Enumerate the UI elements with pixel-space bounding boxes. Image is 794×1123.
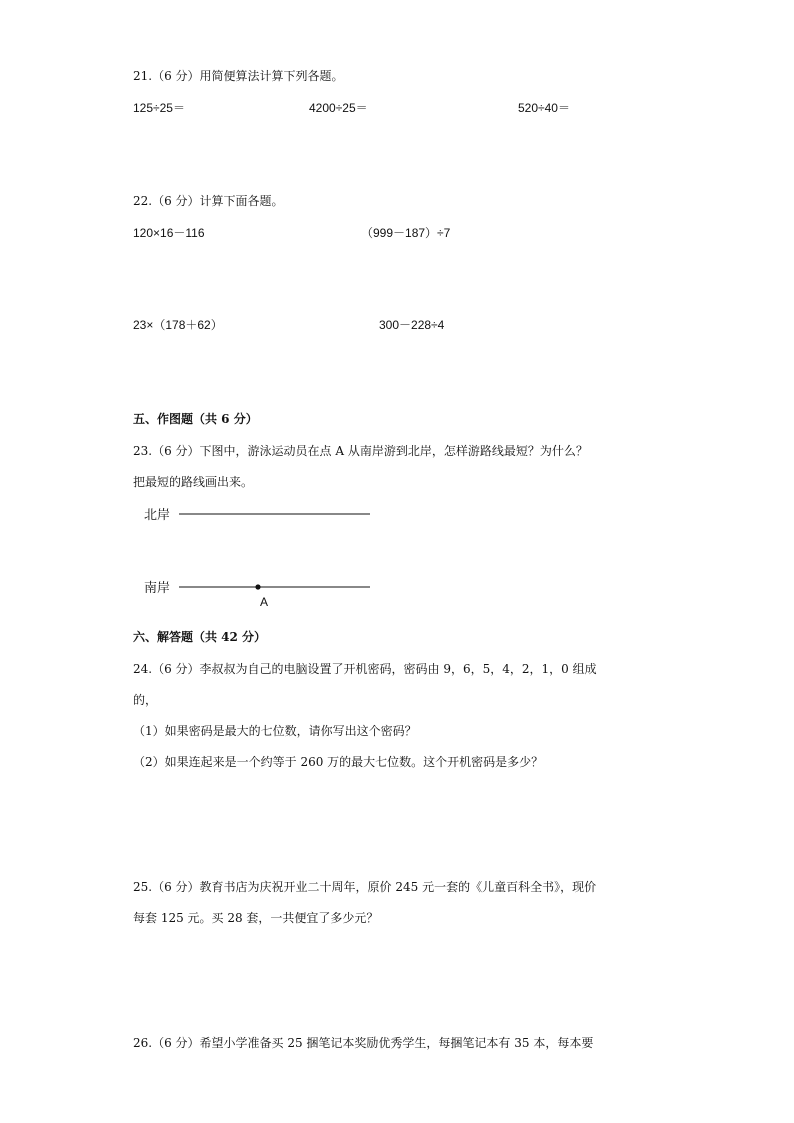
- q24-text-line-2: 的，: [133, 693, 158, 707]
- q23-text-line-1: 23.（6 分）下图中，游泳运动员在点 A 从南岸游到北岸，怎样游路线最短？为什么？: [133, 444, 588, 458]
- q21-title: 21.（6 分）用简便算法计算下列各题。: [133, 69, 344, 83]
- q22-expression-4: 300－228÷4: [379, 318, 445, 332]
- point-a-label: A: [260, 595, 269, 609]
- q24-sub-question-2: （2）如果连起来是一个约等于 260 万的最大七位数。这个开机密码是多少？: [133, 755, 544, 769]
- q24-sub-question-1: （1）如果密码是最大的七位数，请你写出这个密码？: [133, 724, 417, 738]
- q22-expression-2: （999－187）÷7: [361, 226, 451, 240]
- q22-expression-3: 23×（178＋62）: [133, 318, 223, 332]
- q22-expression-1: 120×16－116: [133, 226, 205, 240]
- q21-expression-1: 125÷25＝: [133, 101, 185, 115]
- q23-text-line-2: 把最短的路线画出来。: [133, 475, 254, 489]
- river-banks-diagram: [130, 500, 390, 612]
- q25-text-line-1: 25.（6 分）教育书店为庆祝开业二十周年，原价 245 元一套的《儿童百科全书》，现价: [133, 880, 597, 894]
- q26-text-line-1: 26.（6 分）希望小学准备买 25 捆笔记本奖励优秀学生，每捆笔记本有 35 本，每本要: [133, 1036, 594, 1050]
- q21-expression-3: 520÷40＝: [518, 101, 570, 115]
- q24-text-line-1: 24.（6 分）李叔叔为自己的电脑设置了开机密码，密码由 9，6，5，4，2，1，0 组成: [133, 662, 597, 676]
- section-5-heading: 五、作图题（共 6 分）: [133, 412, 258, 426]
- section-6-heading: 六、解答题（共 42 分）: [133, 630, 267, 644]
- south-bank-label: 南岸: [144, 580, 171, 595]
- q25-text-line-2: 每套 125 元。买 28 套，一共便宜了多少元？: [133, 911, 379, 925]
- point-a-dot: [255, 584, 260, 589]
- north-bank-label: 北岸: [144, 507, 171, 522]
- q21-expression-2: 4200÷25＝: [309, 101, 368, 115]
- q22-title: 22.（6 分）计算下面各题。: [133, 194, 284, 208]
